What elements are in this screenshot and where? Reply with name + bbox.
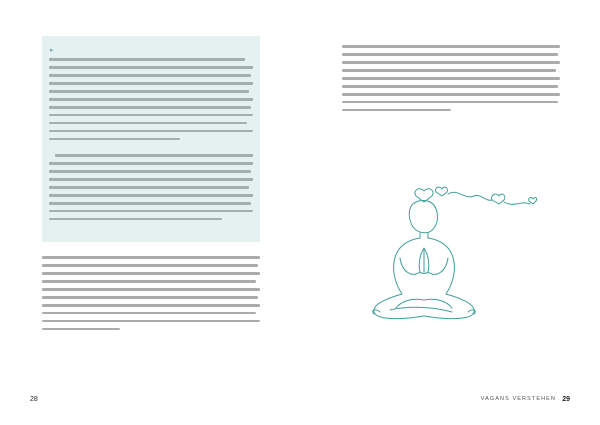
- left-page-paragraph: [42, 256, 260, 336]
- info-box-paragraph-2: [49, 154, 253, 226]
- bullet-icon: ▸: [50, 46, 54, 54]
- right-page-paragraph: [342, 45, 560, 117]
- info-box-paragraph-1: [49, 58, 253, 146]
- right-page-number: 29: [562, 396, 570, 403]
- left-page-number: 28: [30, 396, 38, 403]
- meditating-figure-illustration: [340, 182, 540, 332]
- running-head: VAGANS VERSTEHEN: [480, 396, 556, 402]
